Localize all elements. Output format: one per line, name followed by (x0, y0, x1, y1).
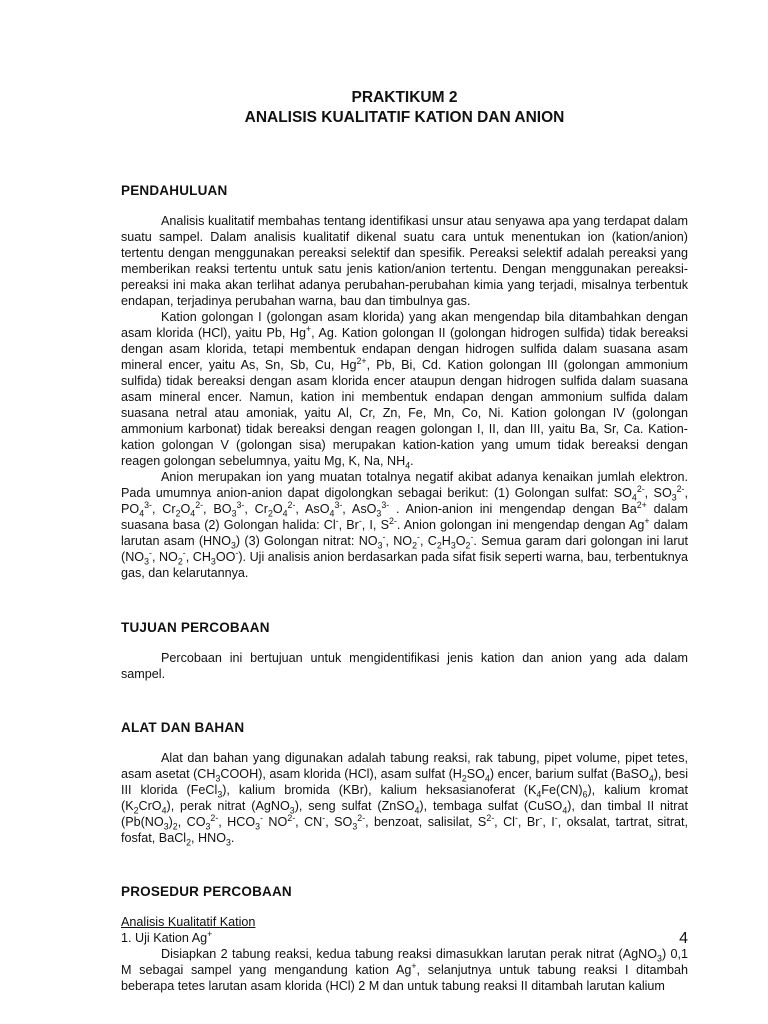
prosedur-subheading: Analisis Kualitatif Kation (121, 915, 256, 929)
pendahuluan-paragraph-3: Anion merupakan ion yang muatan totalnya negatif akibat adanya kenaikan jumlah elektron. Pada umumnya anion-anion dapat digolongkan sebagai berikut: (1) Golongan sulfat: $SO_4^{2-}$, $SO_3^{2-}$, $PO_4^{3-}$, $Cr_2O_4^{2-}$, $BO_3^{3-}$, $Cr_2O_4^{2-}$, AsO$_4^{3-}$, AsO$_3^{3-}$ . Anion-anion ini mengendap dengan $Ba^{2+}$ dalam suasana basa (2) Golongan halida: Cl-, Br-, I, $S^{2-}$. Anion golongan ini mengendap dengan Ag+ dalam larutan asam $(HNO_3)$ (3) Golongan nitrat: $NO_3^-$, $NO_2^-$, $C_2H_3O_2^-$. Semua garam dari golongan ini larut ($NO_3^-$, $NO_2^-$, $CH_3OO^-$). Uji analisis anion berdasarkan pada sifat fisik seperti warna, bau, terbentuknya gas, dan kelarutannya. (121, 470, 689, 580)
page-content (121, 88, 688, 994)
heading-pendahuluan: PENDAHULUAN (121, 183, 228, 198)
alat-bahan-paragraph: Alat dan bahan yang digunakan adalah tabung reaksi, rak tabung, pipet volume, pipet tetes, asam asetat $(CH_3COOH)$, asam klorida (HCl), asam sulfat $(H_2SO_4)$ encer, barium sulfat (BaSO$_4$), besi III klorida (FeCl$_3$), kalium bromida (KBr), kalium heksasianoferat $(K_4Fe(CN)_6)$, kalium kromat $(K_2CrO_4)$, perak nitrat (AgNO$_3$), seng sulfat (ZnSO$_4$), tembaga sulfat (CuSO$_4$), dan timbal II nitrat ($Pb(NO_3)_2$, $CO_3^{2-}$, $HCO_3^-$ $NO^{2-}$, CN-, $SO_3^{2-}$, benzoat, salisilat, $S^{2-}$, Cl-, Br-, I-, oksalat, tartrat, sitrat, fosfat, BaCl$_2$, $HNO_3$. (121, 751, 689, 848)
prosedur-item-1: 1. Uji Kation Ag+ (121, 928, 213, 945)
page-number: 4 (679, 930, 688, 947)
heading-prosedur: PROSEDUR PERCOBAAN (121, 884, 292, 899)
pendahuluan-paragraph-1: Analisis kualitatif membahas tentang identifikasi unsur atau senyawa apa yang terdapat dalam suatu sampel. Dalam analisis kualitatif dikenal suatu cara untuk menentukan ion (kation/anion) tertentu dengan menggunakan pereaksi selektif dan spesifik. Pereaksi selektif adalah pereaksi yang memberikan reaksi tertentu untuk satu jenis kation/anion tertentu. Dengan menggunakan pereaksi-pereaksi ini maka akan terlihat adanya perubahan-perubahan kimia yang terjadi, misalnya terbentuk endapan, terjadinya perubahan warna, bau dan timbulnya gas. (121, 214, 688, 308)
heading-alat-bahan: ALAT DAN BAHAN (121, 720, 245, 735)
heading-tujuan: TUJUAN PERCOBAAN (121, 620, 270, 635)
title-line-1: PRAKTIKUM 2 (351, 89, 458, 106)
prosedur-paragraph-1: Disiapkan 2 tabung reaksi, kedua tabung reaksi dimasukkan larutan perak nitrat (AgNO$_3$) 0,1 M sebagai sampel yang mengandung kation Ag+, selanjutnya untuk tabung reaksi I ditambah beberapa tetes larutan asam klorida (HCl) 2 M dan untuk tabung reaksi II ditambah larutan kalium (121, 947, 689, 993)
title-line-2: ANALISIS KUALITATIF KATION DAN ANION (244, 109, 565, 126)
tujuan-paragraph: Percobaan ini bertujuan untuk mengidentifikasi jenis kation dan anion yang ada dalam sampel. (121, 651, 688, 681)
pendahuluan-paragraph-2: Kation golongan I (golongan asam klorida) yang akan mengendap bila ditambahkan dengan asam klorida (HCl), yaitu Pb, Hg+, Ag. Kation golongan II (golongan hidrogen sulfida) tidak bereaksi dengan asam klorida, tetapi membentuk endapan dengan hidrogen sulfida dalam suasana asam mineral encer, yaitu As, Sn, Sb, Cu, $Hg^{2+}$, Pb, Bi, Cd. Kation golongan III (golongan ammonium sulfida) tidak bereaksi dengan asam klorida encer ataupun dengan hidrogen sulfida dalam suasana asam mineral encer. Namun, kation ini membentuk endapan dengan ammonium sulfida dalam suasana netral atau amoniak, yaitu Al, Cr, Zn, Fe, Mn, Co, Ni. Kation golongan IV (golongan ammonium karbonat) tidak bereaksi dengan reagen golongan I, II, dan III, yaitu Ba, Sr, Ca. Kation-kation golongan V (golongan sisa) merupakan kation-kation yang umum tidak bereaksi dengan reagen golongan sebelumnya, yaitu Mg, K, Na, $NH_4$. (121, 310, 688, 471)
